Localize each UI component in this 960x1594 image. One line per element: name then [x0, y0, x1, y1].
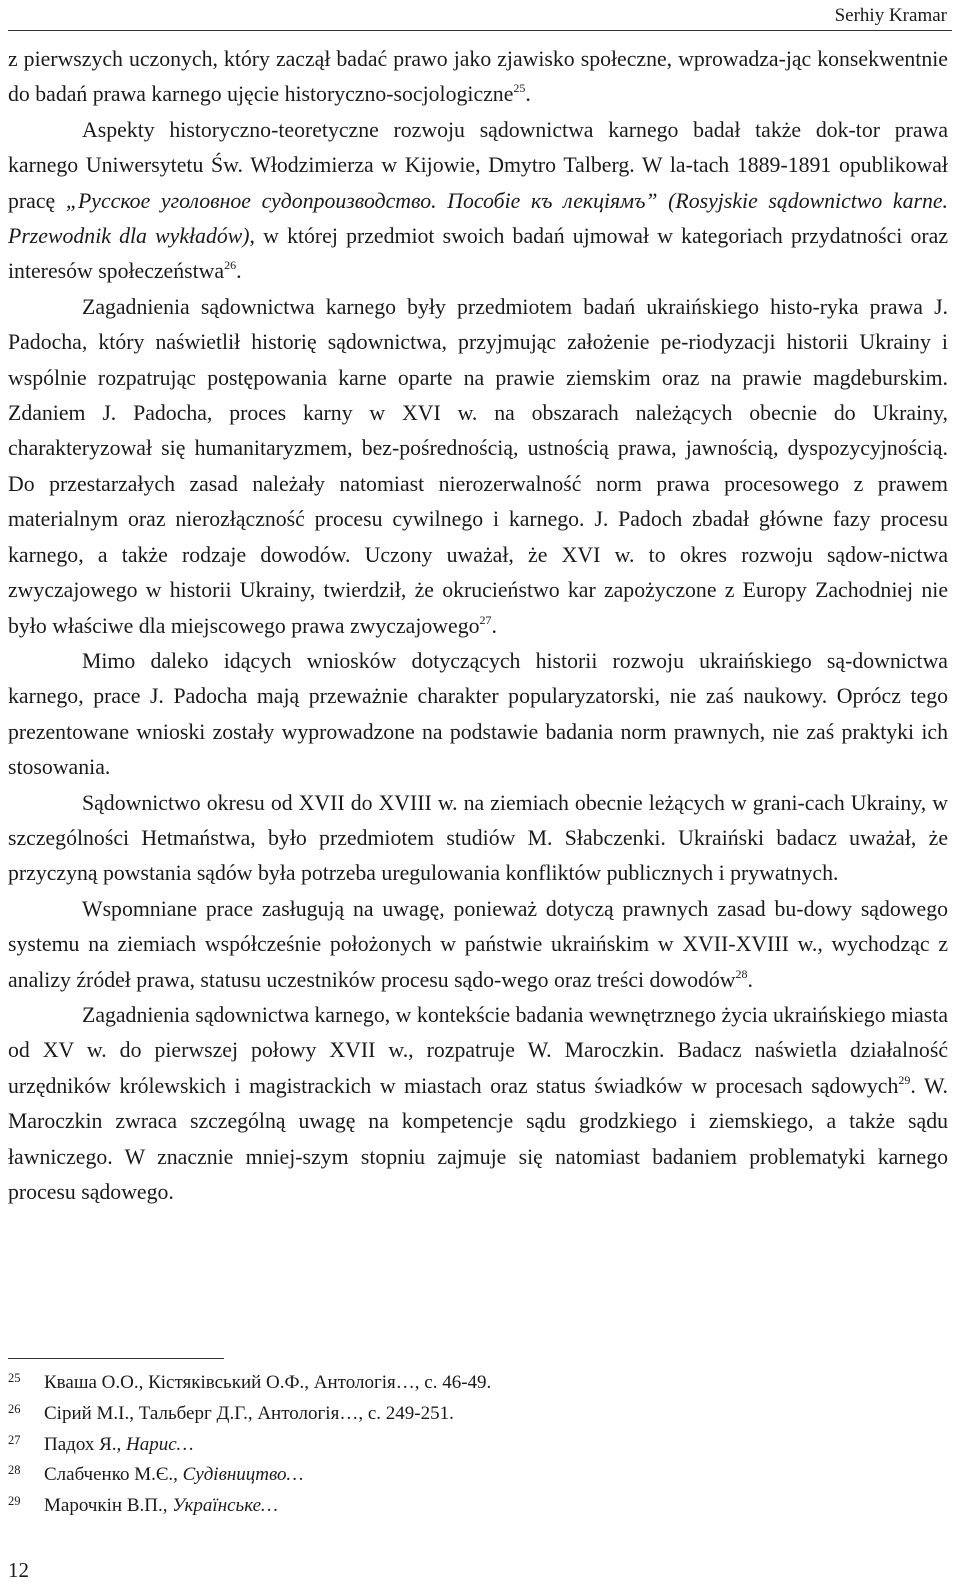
paragraph-text: . W. Maroczkin zwraca szczególną uwagę na kompetencje sądu grodzkiego i ziemskiego, a także sądu ławniczego. W znacznie mniej-szym stopniu zajmuje się natomiast badaniem problematyki karnego procesu sądowego.: [8, 1073, 948, 1204]
paragraph-text: Aspekty historyczno-teoretyczne rozwoju sądownictwa karnego badał także dok-tor prawa karnego Uniwersytetu Św. Włodzimierza w Kijowie, Dmytro Talberg. W la-tach 1889-1891 opublikował pracę: [8, 117, 948, 213]
footnote-number: 29: [8, 1494, 21, 1509]
paragraph-6: [8, 892, 948, 998]
paragraph-text: .: [525, 82, 531, 107]
page-number: 12: [8, 1558, 29, 1582]
paragraph-text: Zagadnienia sądownictwa karnego, w kontekście badania wewnętrznego życia ukraińskiego miasta od XV w. do pierwszej połowy XVII w., rozpatruje W. Maroczkin. Badacz naświetla działalność urzędników królewskich i magistrackich w miastach oraz status świadków w procesach sądowych: [8, 1002, 948, 1098]
footnote-text: Сірий М.І., Тальберг Д.Г., Антологія…, с. 249-251.: [44, 1402, 454, 1424]
paragraph-text: Zagadnienia sądownictwa karnego były przedmiotem badań ukraińskiego histo-ryka prawa J. Padocha, który naświetlił historię sądownictwa, przyjmując założenie pe-riodyzacji historii Ukrainy i wspólnie rozpatrując postępowania karne oparte na prawie ziemskim oraz na prawie magdeburskim. Zdaniem J. Padocha, proces karny w XVI w. na obszarach należących obecnie do Ukrainy, charakteryzował się humanitaryzmem, bez-pośrednością, ustnością prawa, jawnością, dyspozycyjnością. Do przestarzałych zasad należały natomiast nierozerwalność norm prawa procesowego z prawem materialnym oraz nierozłączność procesu cywilnego i karnego. J. Padoch zbadał główne fazy procesu karnego, a także rodzaje dowodów. Uczony uważał, że XVI w. to okres rozwoju sądow-nictwa zwyczajowego w historii Ukrainy, twierdził, że okrucieństwo kar zapożyczone z Europy Zachodniej nie było właściwe dla miejscowego prawa zwyczajowego: [8, 294, 948, 638]
footnote: [8, 1368, 908, 1399]
main-text: [8, 42, 948, 1210]
paragraph-text: Sądownictwo okresu od XVII do XVIII w. na ziemiach obecnie leżących w grani-cach Ukrainy, w szczególności Hetmaństwa, było przedmiotem studiów M. Słabczenki. Ukraiński badacz uważał, że przyczyną powstania sądów była potrzeba uregulowania konfliktów publicznych i prywatnych.: [8, 790, 948, 886]
footnote-ref: 29: [898, 1072, 911, 1087]
header-rule: [8, 30, 952, 31]
paragraph-text: .: [491, 613, 497, 638]
footnote-text: Падох Я.,: [44, 1433, 127, 1455]
paragraph-text: Mimo daleko idących wniosków dotyczących historii rozwoju ukraińskiego są-downictwa karnego, prace J. Padocha mają przeważnie charakter popularyzatorski, nie zaś naukowy. Oprócz tego prezentowane wnioski zostały wyprowadzone na podstawie badania norm prawnych, nie zaś praktyki ich stosowania.: [8, 648, 948, 780]
footnote-number: 25: [8, 1371, 21, 1385]
footnotes: [8, 1368, 908, 1522]
footnote-italic: Нарис…: [126, 1433, 194, 1455]
footnote-text: Слабченко М.Є.,: [44, 1464, 183, 1486]
footnote: [8, 1460, 908, 1491]
footnote: [8, 1399, 908, 1430]
footnote-ref: 28: [735, 966, 748, 981]
footnote: [8, 1491, 908, 1522]
footnote-number: 27: [8, 1432, 21, 1447]
footnote: [8, 1430, 908, 1461]
footnote-ref: 27: [479, 612, 492, 627]
book-title: „Русское уголовное судопроизводство. Пособіе къ лекціямъ” (Rosyjskie sądownictwo karne. Przewodnik dla wykładów): [8, 188, 948, 249]
paragraph-5: [8, 786, 948, 892]
paragraph-2: [8, 113, 948, 290]
paragraph-3: [8, 290, 948, 644]
footnote-separator: [8, 1358, 224, 1359]
footnote-ref: 25: [513, 81, 526, 96]
paragraph-1: [8, 42, 948, 113]
footnote-ref: 26: [224, 258, 237, 273]
footnote-number: 28: [8, 1463, 21, 1478]
footnote-italic: Українське…: [172, 1495, 278, 1517]
footnote-text: Кваша О.О., Кістяківський О.Ф., Антологія…, с. 46-49.: [44, 1372, 492, 1393]
paragraph-text: Wspomniane prace zasługują na uwagę, ponieważ dotyczą prawnych zasad bu-dowy sądowego systemu na ziemiach współcześnie położonych w państwie ukraińskim w XVII-XVIII w., wychodząc z analizy źródeł prawa, statusu uczestników procesu sądo-wego oraz treści dowodów: [8, 896, 948, 992]
footnote-text: Марочкін В.П.,: [44, 1495, 173, 1517]
paragraph-text: .: [747, 967, 753, 992]
paragraph-4: [8, 644, 948, 786]
footnote-number: 26: [8, 1401, 21, 1416]
footnote-italic: Судівництво…: [182, 1464, 304, 1486]
paragraph-7: [8, 998, 948, 1210]
paragraph-text: z pierwszych uczonych, który zaczął badać prawo jako zjawisko społeczne, wprowadza-jąc konsekwentnie do badań prawa karnego ujęcie historyczno-socjologiczne: [8, 47, 948, 107]
paragraph-text: , w której przedmiot swoich badań ujmował w kategoriach przydatności oraz interesów społeczeństwa: [8, 224, 948, 284]
paragraph-text: .: [236, 259, 242, 284]
running-header: Serhiy Kramar: [834, 5, 947, 26]
